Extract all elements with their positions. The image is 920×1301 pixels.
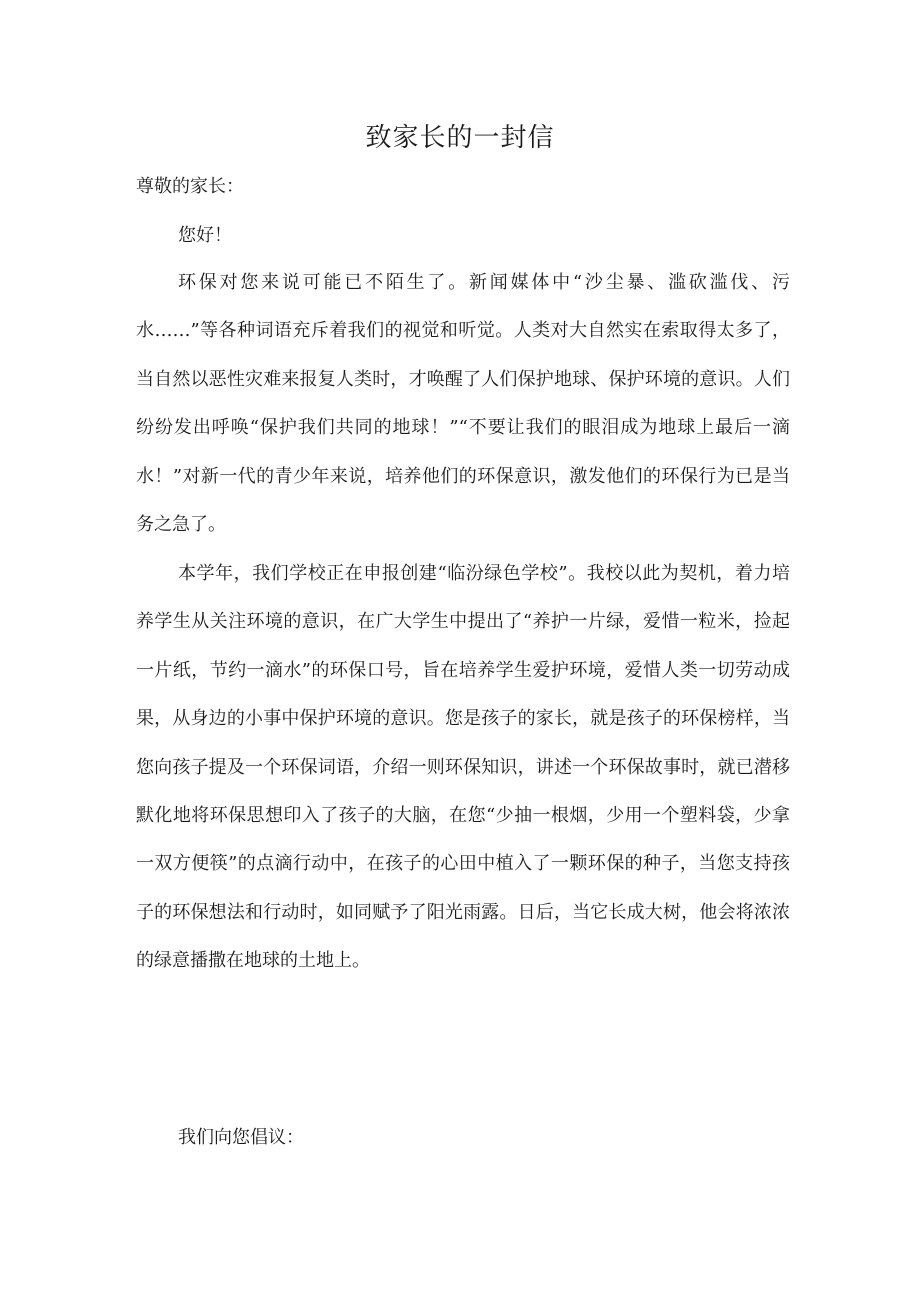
letter-title: 致家长的一封信	[365, 123, 555, 153]
proposal-heading: 我们向您倡议：	[178, 1127, 304, 1148]
paragraph-green-school: 本学年，我们学校正在申报创建“临汾绿色学校”。我校以此为契机，着力培养学生从关注环境的意识，在广大学生中提出了“养护一片绿，爱惜一粒米，捡起一片纸，节约一滴水”的环保口号，旨在培养学生爱护环境，爱惜人类一切劳动成果，从身边的小事中保护环境的意识。您是孩子的家长，就是孩子的环保榜样，当您向孩子提及一个环保词语，介绍一则环保知识，讲述一个环保故事时，就已潜移默化地将环保思想印入了孩子的大脑，在您“少抽一根烟，少用一个塑料袋，少拿一双方便筷”的点滴行动中，在孩子的心田中植入了一颗环保的种子，当您支持孩子的环保想法和行动时，如同赋予了阳光雨露。日后，当它长成大树，他会将浓浓的绿意播撒在地球的土地上。	[136, 563, 790, 972]
greeting: 您好！	[178, 225, 232, 246]
paragraph-environment-awareness: 环保对您来说可能已不陌生了。新闻媒体中“沙尘暴、滥砍滥伐、污水……”等各种词语充斥着我们的视觉和听觉。人类对大自然实在索取得太多了，当自然以恶性灾难来报复人类时，才唤醒了人们保护地球、保护环境的意识。人们纷纷发出呼唤“保护我们共同的地球！”“不要让我们的眼泪成为地球上最后一滴水！”对新一代的青少年来说，培养他们的环保意识，激发他们的环保行为已是当务之急了。	[136, 272, 790, 536]
salutation: 尊敬的家长：	[136, 176, 244, 197]
